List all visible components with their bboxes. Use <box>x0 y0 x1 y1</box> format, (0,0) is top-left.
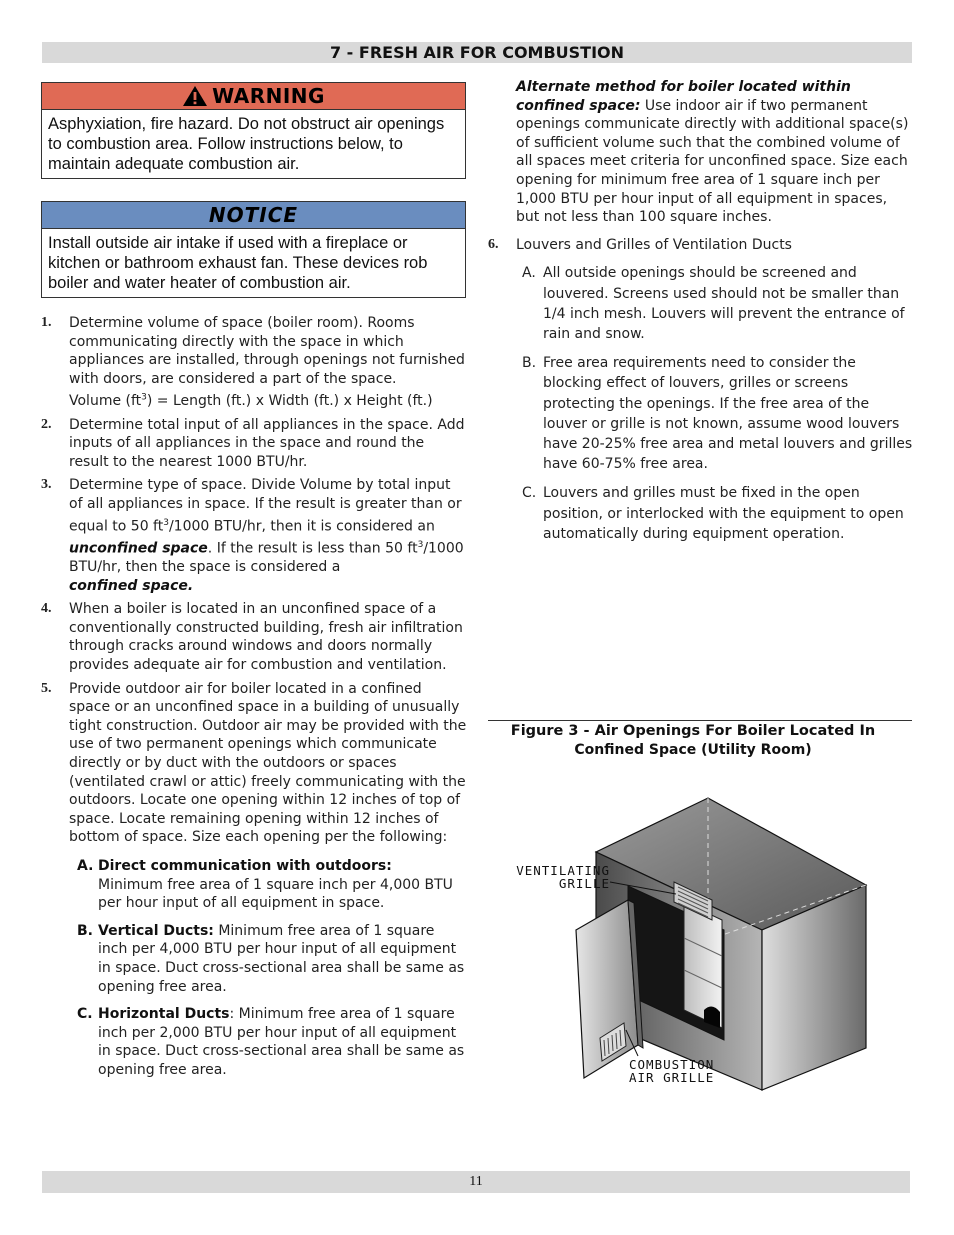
step-number: 4. <box>41 601 52 617</box>
step-5 <box>41 680 467 847</box>
step-number: 6. <box>488 236 499 252</box>
item-label: Vertical Ducts: <box>98 922 214 939</box>
step-text: Determine type of space. Divide Volume by total input of all appliances in space. If the result is greater than or equal to 50 $ft^3/1000$ BTU/hr, then it is considered an unconfined space. If the result is less than 50 $ft^3/1000$ BTU/hr, then the space is considered a confined space. <box>69 477 464 594</box>
step-2 <box>41 416 467 472</box>
step-6 <box>488 236 913 255</box>
item-letter: B. <box>77 922 93 939</box>
figure-illustration <box>500 790 880 1100</box>
step-4 <box>41 600 467 674</box>
list-item <box>522 483 913 544</box>
step-number: 1. <box>41 315 52 330</box>
warning-header <box>42 83 465 110</box>
item-letter: C. <box>522 485 537 502</box>
notice-text: Install outside air intake if used with a fireplace or kitchen or bathroom exhaust fan. These devices rob boiler and water heater of combustion air. <box>48 234 428 292</box>
louver-list <box>522 263 913 544</box>
step-number: 2. <box>41 416 52 432</box>
alternate-method-label: Alternate method for boiler located within confined space: <box>516 79 851 114</box>
opening-size-list <box>77 857 467 1080</box>
page-number: 11 <box>42 1171 910 1193</box>
step-text: Determine volume of space (boiler room). Rooms communicating directly with the space in which appliances are installed, through openings not furnished with doors, are considered a part of the space. <box>69 315 465 387</box>
unconfined-space-term: unconfined space <box>69 540 208 557</box>
item-label: Horizontal Ducts <box>98 1006 230 1023</box>
item-text: : Minimum free area of 1 square inch per 2,000 BTU per hour input of all equipment in space. Duct cross-sectional area shall be same as opening free area. <box>98 1006 465 1078</box>
step-text: When a boiler is located in an unconfined space of a conventionally constructed building, fresh air infiltration through cracks around windows and doors normally provides adequate air for combustion and ventilation. <box>69 601 463 674</box>
step-6-title: Louvers and Grilles of Ventilation Ducts <box>516 236 792 253</box>
warning-title: WARNING <box>212 84 325 108</box>
left-column <box>41 82 467 1089</box>
alternate-method <box>516 78 913 227</box>
figure-caption-line1: Figure 3 - Air Openings For Boiler Located In <box>510 723 876 739</box>
list-item <box>522 263 913 344</box>
notice-title: NOTICE <box>208 203 299 227</box>
figure-divider <box>488 720 912 721</box>
utility-room-illustration <box>500 790 880 1100</box>
step-text: Provide outdoor air for boiler located in a confined space or an unconfined space in a building of unusually tight construction. Outdoor air may be provided with the use of two permanent openings which communicate directly or by duct with the outdoors or spaces (ventilated crawl or attic) freely communicating with the outdoors. Locate one opening within 12 inches of top of space. Locate remaining opening within 12 inches of bottom of space. Size each opening per the following: <box>69 680 467 846</box>
item-text: Free area requirements need to consider the blocking effect of louvers, grilles or screens protecting the openings. If the free area of the louver or grille is not known, assume wood louvers have 20-25% free area and metal louvers and grilles have 60-75% free area. <box>543 355 913 473</box>
list-item <box>522 353 913 474</box>
item-text: Minimum free area of 1 square inch per 4,000 BTU per hour input of all equipment in space. <box>98 876 453 912</box>
list-item <box>77 857 467 913</box>
confined-space-term: confined space. <box>69 577 194 594</box>
warning-triangle-icon <box>182 85 208 107</box>
step-text: Determine total input of all appliances in the space. Add inputs of all appliances in the space and round the result to the nearest 1000 BTU/hr. <box>69 416 465 470</box>
item-text: Minimum free area of 1 square inch per 4,000 BTU per hour input of all equipment in space. Duct cross-sectional area shall be same as opening free area. <box>98 922 465 995</box>
step-number: 3. <box>41 477 52 493</box>
step-number: 5. <box>41 680 52 696</box>
item-text: Louvers and grilles must be fixed in the open position, or interlocked with the equipment to open automatically during equipment operation. <box>543 485 904 542</box>
item-letter: A. <box>77 858 94 874</box>
item-label: Direct communication with outdoors: <box>98 858 392 874</box>
volume-formula: Volume $(ft^3)$ = Length (ft.) x Width (ft.) x Height (ft.) <box>69 392 433 410</box>
right-column <box>488 78 913 553</box>
step-3 <box>41 476 467 595</box>
alternate-method-text: Use indoor air if two permanent openings communicate directly with additional space(s) of sufficient volume such that the combined volume of all spaces meet criteria for unconfined space. Size each opening for minimum free area of 1 square inch per 1,000 BTU per hour input of all equipment in spaces, but not less than 100 square inches. <box>516 97 909 226</box>
notice-box <box>41 201 466 298</box>
figure-caption-line2: Confined Space (Utility Room) <box>574 742 812 758</box>
warning-text: Asphyxiation, fire hazard. Do not obstruct air openings to combustion area. Follow instructions below, to maintain adequate combustion air. <box>48 115 445 173</box>
notice-header <box>42 202 465 229</box>
ventilating-grille-label: VENTILATING GRILLE <box>516 863 610 891</box>
steps-list <box>41 314 467 1080</box>
figure-caption <box>488 722 898 760</box>
list-item <box>77 922 467 996</box>
list-item <box>77 1005 467 1079</box>
section-title: 7 - FRESH AIR FOR COMBUSTION <box>42 42 912 63</box>
combustion-air-grille-label: COMBUSTION AIR GRILLE <box>629 1057 715 1085</box>
item-text: All outside openings should be screened and louvered. Screens used should not be smaller than 1/4 inch mesh. Louvers will prevent the entrance of rain and snow. <box>543 265 905 342</box>
item-letter: A. <box>522 265 536 282</box>
item-letter: B. <box>522 355 537 372</box>
step-1 <box>41 314 467 411</box>
item-letter: C. <box>77 1006 93 1023</box>
warning-box <box>41 82 466 179</box>
